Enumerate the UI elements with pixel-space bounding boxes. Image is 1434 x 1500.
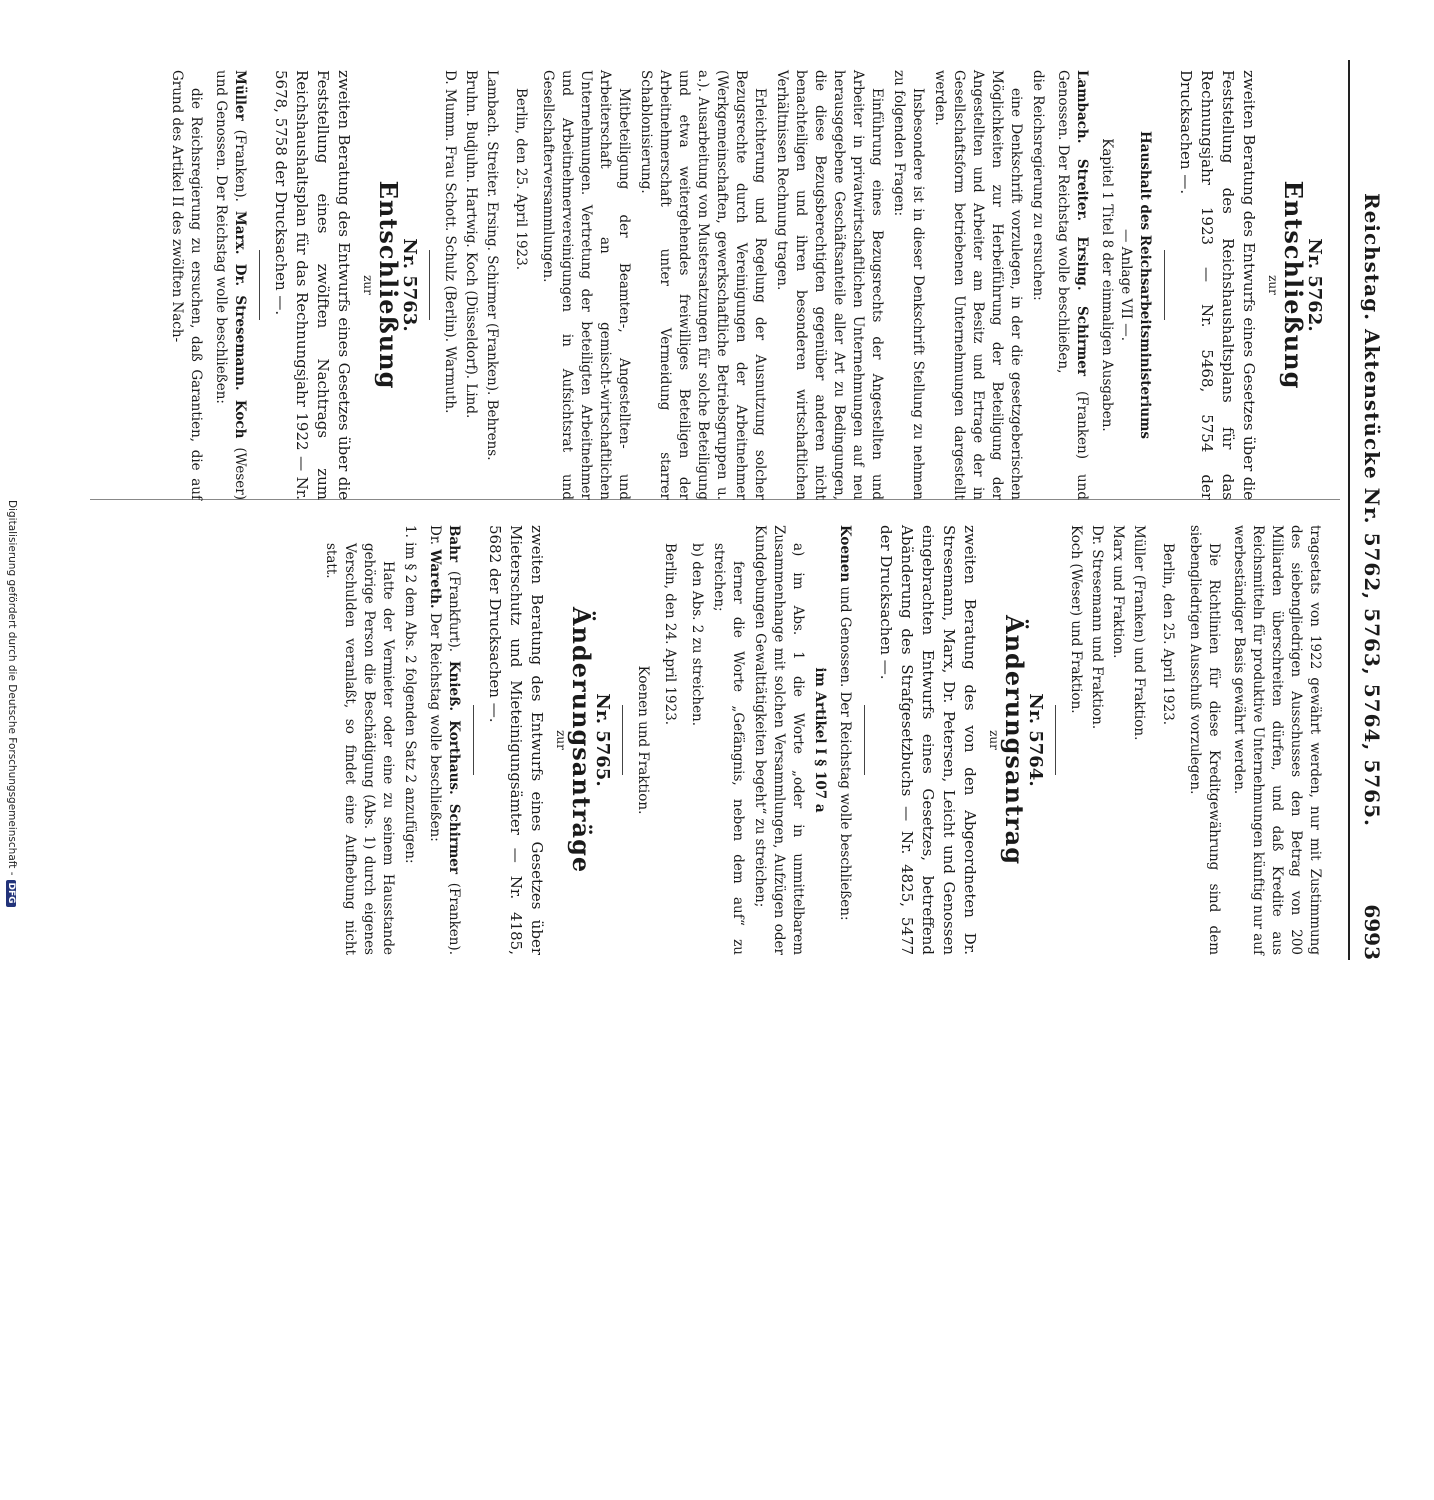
motion-text: Mitbeteiligung der Beamten-, Angestellten- und Arbeiterschaft an gemischt-wirtschaftlichen Unternehmungen. Vertretung der beteiligten Arbeitnehmer und Arbeitnehmervereinigungen in Aufsichtsrat und Gesellschafterversammlungen. <box>540 70 632 500</box>
separator <box>259 250 260 320</box>
haushalt-heading: Haushalt des Reichsarbeitsministeriums <box>1137 130 1153 440</box>
section-subject-5762: zweiten Beratung des Entwurfs eines Gesetzes über die Feststellung des Reichshaushaltsplans für das Rechnungsjahr 1923 — Nr. 5468, 5754 der Drucksachen —. <box>1177 70 1258 500</box>
article-heading: im Artikel I § 107 a <box>812 667 828 813</box>
signer-list <box>440 70 501 500</box>
motion-date: Berlin, den 25. April 1923. <box>513 88 529 271</box>
amendment-item: a) im Abs. 1 die Worte „oder in unmittelbarem Zusammenhange mit solchen Versammlungen, Aufzügen oder Kundgebungen Gewalttätigkeiten begeht“ zu streichen; <box>752 525 806 955</box>
header-title: Reichstag. Aktenstücke Nr. 5762, 5763, 5764, 5765. <box>1360 193 1384 827</box>
section-kind-5762: Entschließung <box>1279 180 1308 390</box>
signer-line: Koch (Weser) und Fraktion. <box>1068 525 1084 714</box>
signer-line: Bruhn. Budjuhn. Hartwig. Koch (Düsseldorf). Lind. <box>463 70 479 419</box>
signer-line: Marx und Fraktion. <box>1110 525 1126 659</box>
motion-signers-bold: Wareth. <box>427 549 443 609</box>
anlage-label: — Anlage VII —. <box>1118 228 1134 342</box>
section-kind-5765: Änderungsanträge <box>567 606 596 874</box>
separator <box>473 705 474 775</box>
motion-text: die Reichsregierung zu ersuchen: <box>1030 70 1046 301</box>
motion-text: Einführung eines Bezugsrechts der Angestellten und Arbeiter in privatwirtschaftlichen Unternehmungen auf neu herausgegebene Geschäftsanteile aller Art zu Bedingungen, die diese Bezugsberechtigten gegenüber anderen nicht benachteiligen und ihren besonderen wirtschaftlichen Verhältnissen Rechnung tragen. <box>774 70 885 500</box>
motion-signers-bold: Lambach. Streiter. Ersing. Schirmer <box>1074 70 1090 376</box>
section-zur-5765: zur <box>554 730 568 750</box>
section-zur-5763: zur <box>361 275 375 295</box>
separator <box>1055 705 1056 775</box>
page-number: 6993 <box>1360 904 1384 960</box>
signer-line: Dr. Stresemann und Fraktion. <box>1089 525 1105 730</box>
motion-lead-mid: (Franken). Dr. <box>427 525 462 955</box>
signer-list <box>1066 525 1148 955</box>
section-number-5764: Nr. 5764. <box>1025 693 1046 787</box>
separator <box>429 250 430 320</box>
signer-line: Koenen und Fraktion. <box>635 665 651 815</box>
continued-text: tragsetats von 1922 gewährt werden, nur mit Zustimmung des siebengliedrigen Ausschusses den Betrag von 200 Milliarden überschreiten dürfen, und daß Kredite aus Reichsmitteln für produktive Unternehmungen künftig nur auf werbeständiger Basis gewährt werden. <box>1231 525 1323 955</box>
section-subject-5763: zweiten Beratung des Entwurfs eines Gesetzes über die Feststellung eines zwölften Nachtrags zum Reichshaushaltsplan für das Rechnungsjahr 1922 — Nr. 5678, 5758 der Drucksachen —. <box>272 70 353 500</box>
section-number-5765: Nr. 5765. <box>592 693 613 787</box>
motion-lead-5764 <box>835 525 854 955</box>
kapitel-label: Kapitel 1 Titel 8 der einmaligen Ausgaben. <box>1099 138 1115 432</box>
section-zur-5762: zur <box>1266 275 1280 295</box>
right-column <box>318 525 1330 955</box>
section-kind-5763: Entschließung <box>374 180 403 390</box>
dfg-logo: DFG <box>6 880 16 907</box>
section-zur-5764: zur <box>987 730 1001 750</box>
motion-lead-5762 <box>1053 70 1091 500</box>
continued-text: Die Richtlinien für diese Kreditgewährung sind dem siebengliedrigen Ausschuß vorzulegen. <box>1187 525 1222 955</box>
section-number-5763: Nr. 5763. <box>399 238 420 332</box>
motion-lead-mid: (Frankfurt). <box>446 570 462 653</box>
motion-date: Berlin, den 25. April 1923. <box>1160 543 1176 726</box>
motion-lead-mid: (Franken). <box>232 129 248 202</box>
motion-text: Insbesondere ist in dieser Denkschrift Stellung zu nehmen zu folgenden Fragen: <box>891 70 926 500</box>
motion-lead-5765 <box>425 525 463 955</box>
digitization-footer <box>4 500 18 1500</box>
motion-lead-rest: Der Reichstag wolle beschließen: <box>427 612 443 842</box>
separator <box>864 705 865 775</box>
motion-lead-rest: und Genossen. Der Reichstag wolle beschließen: <box>837 586 853 921</box>
motion-lead-rest: (Franken) und Genossen. Der Reichstag wolle beschließen, <box>1055 70 1090 500</box>
motion-signers-bold: Müller <box>232 70 248 121</box>
page-header <box>1348 60 1390 960</box>
separator <box>622 705 623 775</box>
amendment-quote: Hatte der Vermieter oder eine zu seinem Hausstande gehörige Person die Beschädigung (Abs. 1) durch eigenes Verschulden veranlaßt, so findet eine Aufhebung nicht statt. <box>323 543 396 955</box>
document-page <box>30 0 1390 1000</box>
signer-line: Lambach. Streiter. Ersing. Schirmer (Franken). Behrens. <box>484 70 500 461</box>
motion-text: eine Denkschrift vorzulegen, in der die gesetzgeberischen Möglichkeiten zur Herbeiführung der Beteiligung der Angestellten und Arbeiter am Besitz und Ertrage der in Gesellschaftsform betriebenen Unternehmungen dargestellt werden. <box>932 70 1024 500</box>
section-kind-5764: Änderungsantrag <box>1000 614 1029 866</box>
amendment-item: ferner die Worte „Gefängnis, neben dem auf“ zu streichen; <box>711 543 746 955</box>
section-number-5762: Nr. 5762. <box>1304 238 1325 332</box>
section-subject-5764: zweiten Beratung des von den Abgeordneten Dr. Stresemann, Marx, Dr. Petersen, Leicht und Genossen eingebrachten Entwurfs eines Gesetzes, betreffend Abänderung des Strafgesetzbuchs — Nr. 4825, 5477 der Drucksachen —. <box>877 525 979 955</box>
separator <box>1164 250 1165 320</box>
left-column <box>164 70 1330 500</box>
amendment-item: b) den Abs. 2 zu streichen. <box>689 543 705 727</box>
signer-line: D. Mumm. Frau Schott. Schulz (Berlin). Warmuth. <box>442 70 458 414</box>
signer-line: Müller (Franken) und Fraktion. <box>1131 525 1147 741</box>
section-subject-5765: zweiten Beratung des Entwurfs eines Gesetzes über Mieterschutz und Mieteinigungsämter — Nr. 4185, 5682 der Drucksachen —. <box>486 525 546 955</box>
motion-text: die Reichsregierung zu ersuchen, daß Garantien, die auf Grund des Artikel II des zwölften Nach- <box>169 70 204 500</box>
motion-signers-bold: Knieß. Korthaus. Schirmer <box>446 660 462 874</box>
motion-signers-bold: Marx. Dr. Stresemann. Koch <box>232 210 248 439</box>
motion-lead-5763 <box>211 70 249 500</box>
motion-text: Erleichterung und Regelung der Ausnutzung solcher Bezugsrechte durch Vereinigungen der Arbeitnehmer (Werkgemeinschaften, gewerkschaftliche Betriebsgruppen u. a.). Ausarbeitung von Mustersatzungen für solche Beteiligung und etwa weitergehendes freiwilliges Beteiligen der Arbeitnehmerschaft unter Vermeidung starrer Schablonisierung. <box>638 70 768 500</box>
motion-lead-rest: (Weser) und Genossen. Der Reichstag wolle beschließen: <box>213 70 248 501</box>
amendment-item: 1. im § 2 dem Abs. 2 folgenden Satz 2 anzufügen: <box>402 525 418 864</box>
footer-text: Digitalisierung gefördert durch die Deutsche Forschungsgemeinschaft - <box>6 500 18 876</box>
motion-signers-bold: Koenen <box>837 525 853 583</box>
motion-date: Berlin, den 24. April 1923. <box>662 543 678 726</box>
motion-signers-bold: Bahr <box>446 525 462 563</box>
